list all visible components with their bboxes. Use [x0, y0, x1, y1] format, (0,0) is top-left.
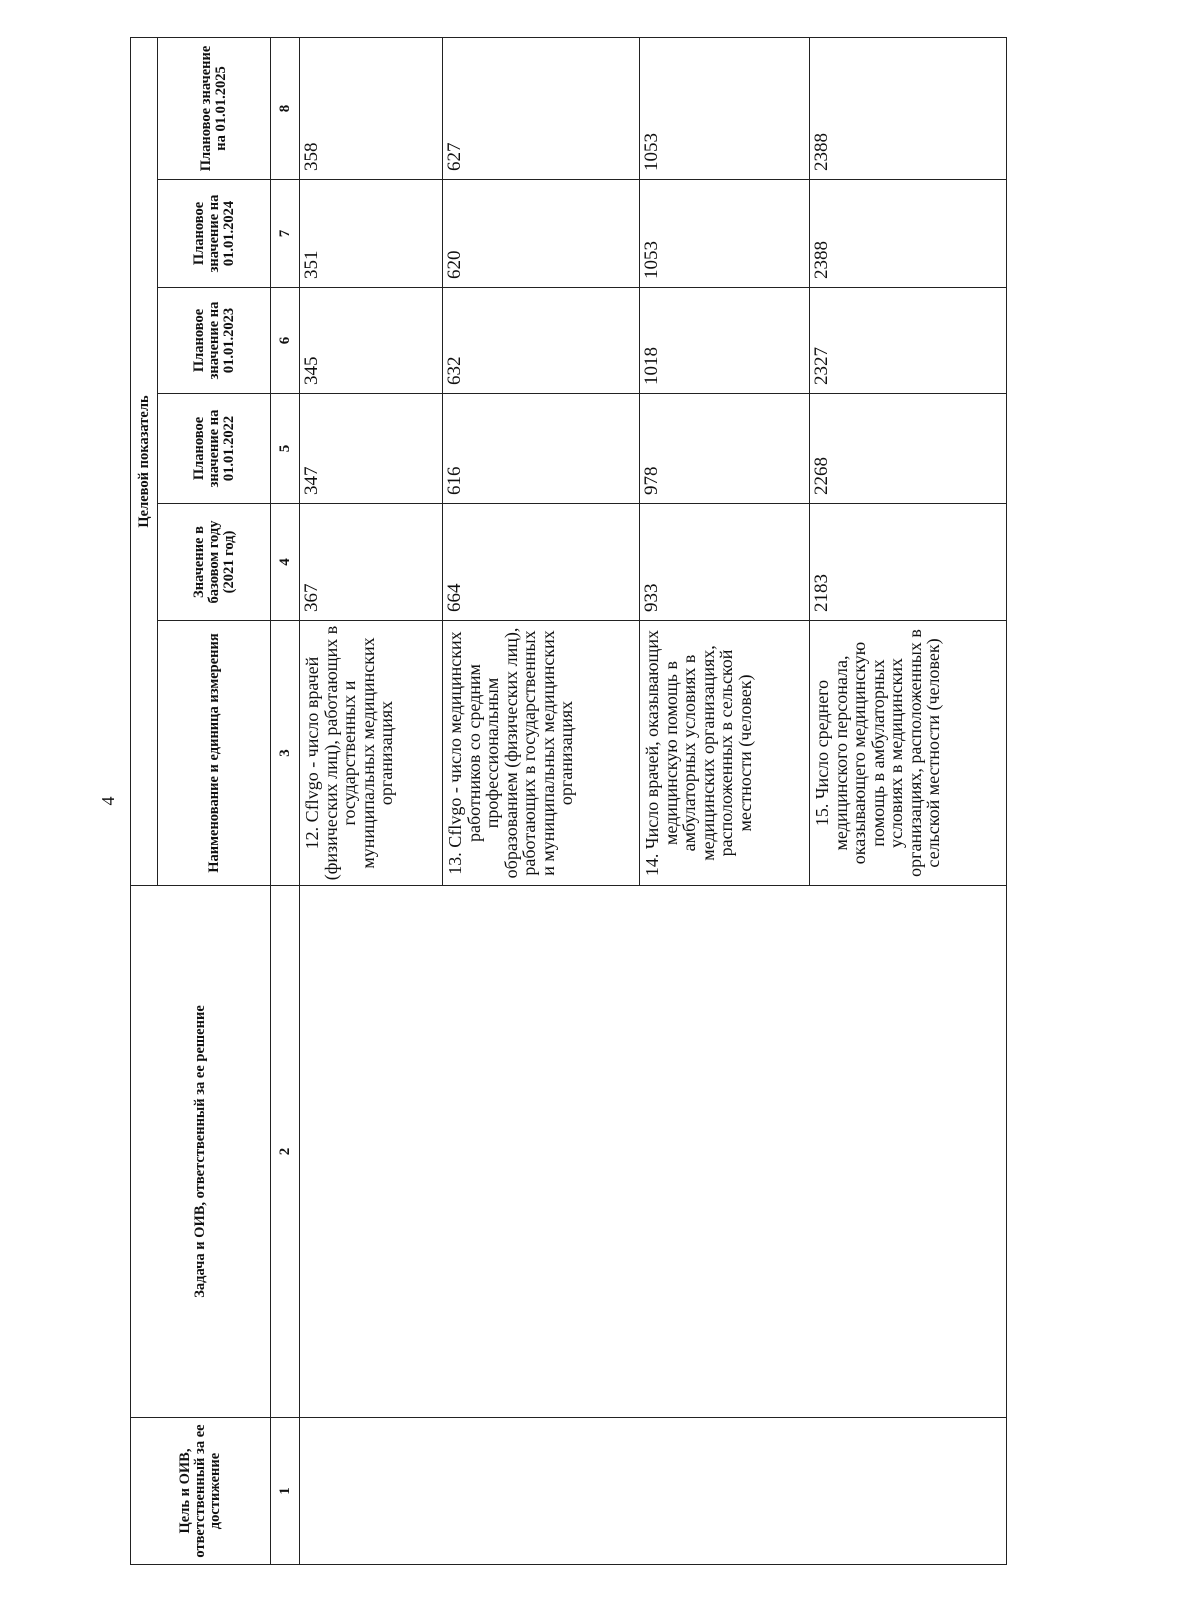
plan-2022-value: 2268	[810, 394, 1007, 504]
indicator-name: 14. Число врачей, оказывающих медицинскую помощь в амбулаторных условиях в медицинских организациях, расположенных в сельской местности (человек)	[640, 621, 810, 886]
plan-2025-value: 627	[443, 37, 640, 179]
plan-2025-value: 1053	[640, 37, 810, 179]
base-value: 933	[640, 504, 810, 621]
header-plan-2024: Плановое значение на 01.01.2024	[158, 180, 271, 288]
plan-2023-value: 345	[300, 288, 443, 394]
plan-2024-value: 620	[443, 180, 640, 288]
column-number: 8	[271, 37, 300, 179]
header-target-indicator: Целевой показатель	[131, 37, 158, 885]
plan-2023-value: 632	[443, 288, 640, 394]
plan-2022-value: 616	[443, 394, 640, 504]
plan-2024-value: 2388	[810, 180, 1007, 288]
column-number: 2	[271, 886, 300, 1418]
plan-2023-value: 1018	[640, 288, 810, 394]
base-value: 664	[443, 504, 640, 621]
plan-2022-value: 347	[300, 394, 443, 504]
header-name-unit: Наименование и единица измерения	[158, 621, 271, 886]
task-cell-empty	[300, 886, 1007, 1418]
header-plan-2025: Плановое значение на 01.01.2025	[158, 37, 271, 179]
plan-2023-value: 2327	[810, 288, 1007, 394]
base-value: 367	[300, 504, 443, 621]
indicator-name: 15. Число среднего медицинского персонала, оказывающего медицинскую помощь в амбулаторных условиях в медицинских организациях, расположенных в сельской местности (человек)	[810, 621, 1007, 886]
column-number: 6	[271, 288, 300, 394]
indicator-name: 12. Cflvgo - число врачей (физических лиц), работающих в государственных и муниципальных медицинских организациях	[300, 621, 443, 886]
header-base-value: Значение в базовом году (2021 год)	[158, 504, 271, 621]
goal-cell-empty	[300, 1418, 1007, 1565]
column-number: 7	[271, 180, 300, 288]
header-goal: Цель и ОИВ, ответственный за ее достижение	[131, 1418, 271, 1565]
table-row	[300, 37, 443, 1564]
rotated-table-wrapper	[130, 38, 1007, 1565]
target-indicators-table	[130, 37, 1007, 1565]
column-number: 5	[271, 394, 300, 504]
base-value: 2183	[810, 504, 1007, 621]
header-plan-2023: Плановое значение на 01.01.2023	[158, 288, 271, 394]
header-plan-2022: Плановое значение на 01.01.2022	[158, 394, 271, 504]
plan-2024-value: 1053	[640, 180, 810, 288]
page-number: 4	[98, 796, 118, 806]
column-number: 4	[271, 504, 300, 621]
header-task: Задача и ОИВ, ответственный за ее решение	[131, 886, 271, 1418]
plan-2025-value: 358	[300, 37, 443, 179]
indicator-name: 13. Cflvgo - число медицинских работников со средним профессиональным образованием (физических лиц), работающих в государственных и муниципальных медицинских организациях	[443, 621, 640, 886]
column-number: 1	[271, 1418, 300, 1565]
plan-2024-value: 351	[300, 180, 443, 288]
plan-2022-value: 978	[640, 394, 810, 504]
plan-2025-value: 2388	[810, 37, 1007, 179]
column-number: 3	[271, 621, 300, 886]
